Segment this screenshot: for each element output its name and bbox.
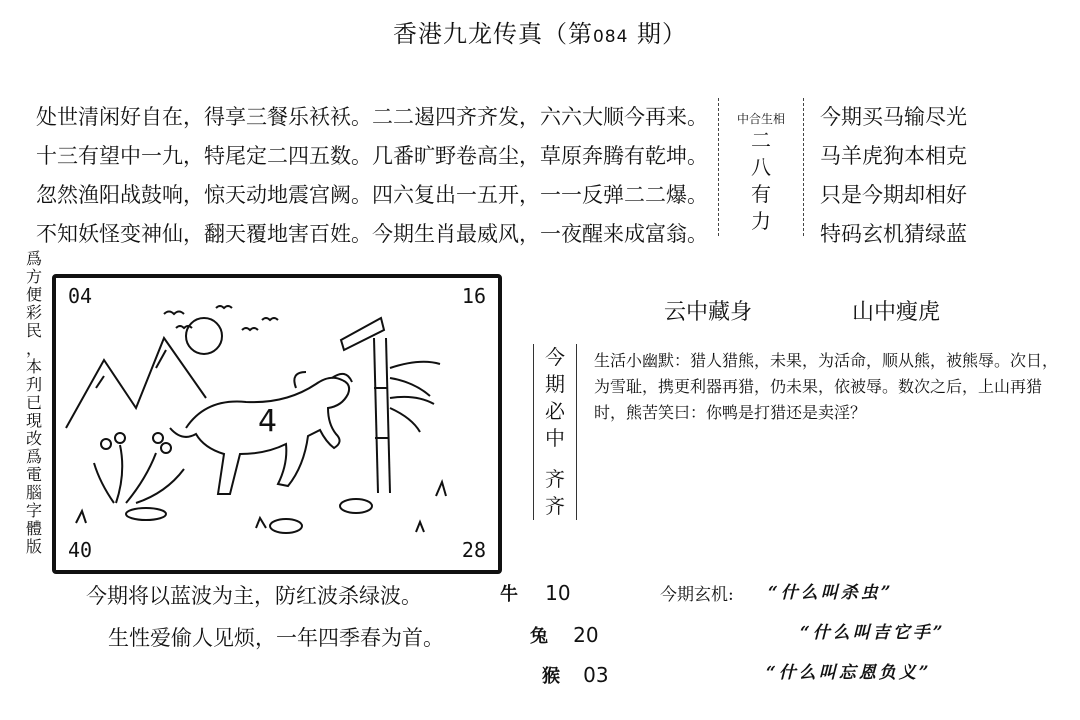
vbox-char: 今 bbox=[545, 345, 565, 369]
vbox-spacer bbox=[534, 452, 576, 466]
zodiac-sidebox bbox=[718, 98, 804, 236]
bird-shape bbox=[216, 306, 232, 308]
title-prefix: 香港九龙传真（第 bbox=[392, 20, 593, 48]
pick-number: 20 bbox=[573, 623, 599, 647]
right-poem-line: 马羊虎狗本相克 bbox=[820, 144, 967, 168]
bottom-line-2: 生性爱偷人见烦，一年四季春为首。 bbox=[108, 626, 444, 650]
notice-char: 彩 bbox=[25, 303, 42, 322]
mountain-outline bbox=[66, 338, 206, 428]
notice-char: 民 bbox=[25, 321, 42, 340]
poem-line: 处世清闲好自在，得享三餐乐袄袄。二二遏四齐齐发，六六大顺今再来。 bbox=[36, 105, 708, 129]
right-poem-line: 今期买马输尽光 bbox=[820, 105, 967, 129]
vertical-notice bbox=[22, 250, 46, 556]
sidebox-char: 八 bbox=[751, 155, 771, 179]
right-poem-line: 特码玄机猜绿蓝 bbox=[820, 222, 967, 246]
vbox-char: 必 bbox=[545, 399, 565, 423]
notice-char: 現 bbox=[25, 411, 42, 430]
notice-char: 爲 bbox=[25, 447, 42, 466]
corner-number-bottom-left: 40 bbox=[68, 538, 93, 562]
mountain-detail bbox=[96, 350, 166, 388]
notice-char: 改 bbox=[25, 429, 42, 448]
animal-number: 4 bbox=[258, 404, 278, 439]
notice-char: 已 bbox=[25, 393, 42, 412]
sun-shape bbox=[186, 318, 222, 354]
notice-char: ， bbox=[25, 339, 42, 358]
pick-row bbox=[530, 622, 599, 648]
poem-line: 十三有望中一九，特尾定二四五数。几番旷野卷高尘，草原奔腾有乾坤。 bbox=[36, 144, 708, 168]
notice-char: 電 bbox=[25, 465, 42, 484]
stone-shape bbox=[126, 508, 166, 520]
corner-number-bottom-right: 28 bbox=[461, 538, 486, 562]
pick-number: 03 bbox=[583, 663, 609, 687]
sidebox-char: 力 bbox=[751, 209, 771, 233]
poem-line: 忽然渔阳战鼓响，惊天动地震宫阙。四六复出一五开，一一反弹二二爆。 bbox=[36, 183, 708, 207]
bamboo-stalk bbox=[374, 338, 378, 493]
flower-bud bbox=[101, 439, 111, 449]
pick-zodiac: 兔 bbox=[530, 626, 548, 647]
bird-shape bbox=[164, 312, 184, 315]
title-suffix: 期） bbox=[628, 20, 688, 48]
sidebox-char: 二 bbox=[751, 128, 771, 152]
illustration-frame bbox=[52, 274, 502, 574]
vbox-char: 齐 bbox=[545, 494, 565, 518]
xuanji-line: “什么叫吉它手” bbox=[800, 623, 946, 643]
bottom-line-1: 今期将以蓝波为主，防红波杀绿波。 bbox=[86, 584, 422, 608]
sidebox-char: 有 bbox=[751, 182, 771, 206]
notice-char: 體 bbox=[25, 519, 42, 538]
bamboo-stalk bbox=[386, 338, 390, 493]
pick-row bbox=[542, 662, 609, 688]
corner-number-top-left: 04 bbox=[68, 284, 93, 308]
right-poem bbox=[820, 98, 967, 254]
flower-bud bbox=[161, 443, 171, 453]
bird-shape bbox=[176, 326, 192, 328]
bamboo-top bbox=[341, 318, 384, 350]
issue-number: 084 bbox=[592, 27, 629, 47]
poem-line: 不知妖怪变神仙，翻天覆地害百姓。今期生肖最威风，一夜醒来成富翁。 bbox=[36, 222, 708, 246]
pick-number: 10 bbox=[545, 581, 571, 605]
notice-char: 便 bbox=[25, 285, 42, 304]
corner-number-top-right: 16 bbox=[461, 284, 486, 308]
notice-char: 字 bbox=[25, 501, 42, 520]
stone-shape bbox=[270, 519, 302, 533]
main-poem bbox=[36, 98, 708, 254]
vertical-prediction-box bbox=[533, 344, 577, 520]
notice-char: 版 bbox=[25, 537, 42, 556]
flower-bud bbox=[115, 433, 125, 443]
hint-right: 山中瘦虎 bbox=[852, 300, 941, 325]
bamboo-leaves bbox=[390, 362, 440, 432]
page-title bbox=[0, 14, 1080, 49]
xuanji-line: “什么叫杀虫” bbox=[768, 583, 894, 603]
pick-zodiac: 猴 bbox=[542, 666, 560, 687]
pick-zodiac: 牛 bbox=[500, 584, 518, 605]
bird-shape bbox=[242, 328, 258, 330]
plant-stems bbox=[94, 445, 184, 503]
notice-char: 刋 bbox=[25, 375, 42, 394]
vbox-char: 齐 bbox=[545, 467, 565, 491]
humor-paragraph: 生活小幽默：猎人猎熊，未果，为活命，顺从熊，被熊辱。次日，为雪耻，携更利器再猎，仍未果，依被辱。数次之后，上山再猎时，熊苦笑曰：你鸭是打猎还是卖淫？ bbox=[594, 351, 1059, 422]
pick-row bbox=[500, 580, 571, 606]
flower-bud bbox=[153, 433, 163, 443]
bird-shape bbox=[262, 318, 278, 320]
hint-left: 云中藏身 bbox=[664, 300, 753, 325]
sidebox-small-label: 中合生相 bbox=[736, 112, 785, 126]
vbox-char: 期 bbox=[545, 372, 565, 396]
notice-char: 腦 bbox=[25, 483, 42, 502]
vbox-char: 中 bbox=[545, 426, 565, 450]
notice-char: 本 bbox=[25, 357, 42, 376]
xuanji-label: 今期玄机: bbox=[660, 585, 734, 605]
notice-char: 爲 bbox=[25, 249, 42, 268]
stone-shape bbox=[340, 499, 372, 513]
notice-char: 方 bbox=[25, 267, 42, 286]
right-poem-line: 只是今期却相好 bbox=[820, 183, 967, 207]
xuanji-line: “什么叫忘恩负义” bbox=[766, 663, 932, 683]
